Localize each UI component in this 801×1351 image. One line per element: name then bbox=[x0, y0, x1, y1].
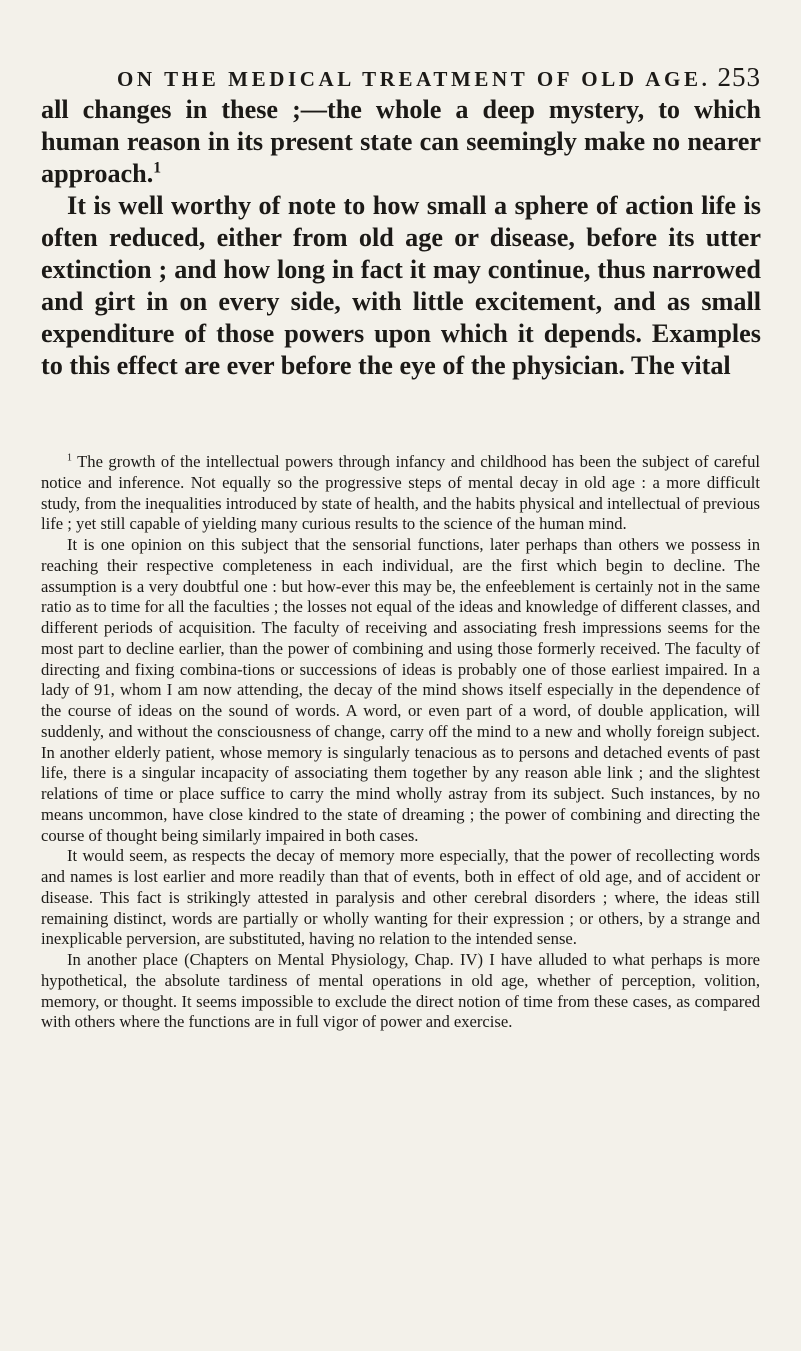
main-text bbox=[41, 94, 761, 382]
footnote-marker: 1 bbox=[67, 452, 72, 464]
page-header bbox=[117, 62, 761, 92]
page-number: 253 bbox=[717, 62, 761, 92]
footnote-paragraph: In another place (Chapters on Mental Physiology, Chap. IV) I have alluded to what perhaps is more hypothetical, the absolute tardiness of mental operations in old age, whether of perception, volition, memory, or thought. It seems impossible to exclude the direct notion of time from these cases, as compared with others where the functions are in full vigor of power and exercise. bbox=[41, 950, 760, 1032]
footnotes bbox=[41, 452, 760, 1033]
footnote-paragraph: It would seem, as respects the decay of memory more especially, that the power of recollecting words and names is lost earlier and more readily than that of events, both in effect of old age, and of accident or disease. This fact is strikingly attested in paralysis and other cerebral disorders ; where, the ideas still remaining distinct, words are partially or wholly wanting for their expression ; or others, by a strange and inexplicable perversion, are substituted, having no relation to the intended sense. bbox=[41, 846, 760, 949]
footnote bbox=[41, 452, 760, 535]
footnote-paragraph: It is one opinion on this subject that the sensorial functions, later perhaps than others we possess in reaching their respective completeness in each individual, are the first which begin to decline. The assumption is a very doubtful one : but how-ever this may be, the enfeeblement is certainly not in the same ratio as to time for all the faculties ; the losses not equal of the ideas and knowledge of different classes, and different periods of acquisition. The faculty of receiving and associating fresh impressions seems for the most part to decline earlier, than the power of combining and using those formerly received. The faculty of directing and fixing combina-tions or successions of ideas is probably one of those earliest impaired. In a lady of 91, whom I am now attending, the decay of the mind shows itself especially in the dependence of the course of ideas on the sound of words. A word, or even part of a word, of double application, will suddenly, and without the consciousness of change, carry off the mind to a new and wholly foreign subject. In another elderly patient, whose memory is singularly tenacious as to persons and detached events of past life, there is a singular incapacity of associating them together by any reason able link ; and the slightest relations of time or place suffice to carry the mind wholly astray from its subject. Such instances, by no means uncommon, have close kindred to the state of dreaming ; the power of combining and directing the course of thought being similarly impaired in both cases. bbox=[41, 535, 760, 845]
paragraph-text: all changes in these ;—the whole a deep mystery, to which human reason in its present state can seemingly make no nearer approach. bbox=[41, 95, 761, 188]
footnote-reference: 1 bbox=[153, 159, 162, 177]
paragraph bbox=[41, 94, 761, 190]
footnote-text: The growth of the intellectual powers through infancy and childhood has been the subject of careful notice and inference. Not equally so the progressive steps of mental decay in old age : a more difficult study, from the inequalities introduced by state of health, and the habits physical and intellectual of previous life ; yet still capable of yielding many curious results to the science of the human mind. bbox=[41, 452, 760, 534]
running-title: ON THE MEDICAL TREATMENT OF OLD AGE. bbox=[117, 67, 711, 91]
paragraph: It is well worthy of note to how small a sphere of action life is often reduced, either from old age or disease, before its utter extinction ; and how long in fact it may continue, thus narrowed and girt in on every side, with little excitement, and as small expenditure of those powers upon which it depends. Examples to this effect are ever before the eye of the physician. The vital bbox=[41, 191, 761, 380]
